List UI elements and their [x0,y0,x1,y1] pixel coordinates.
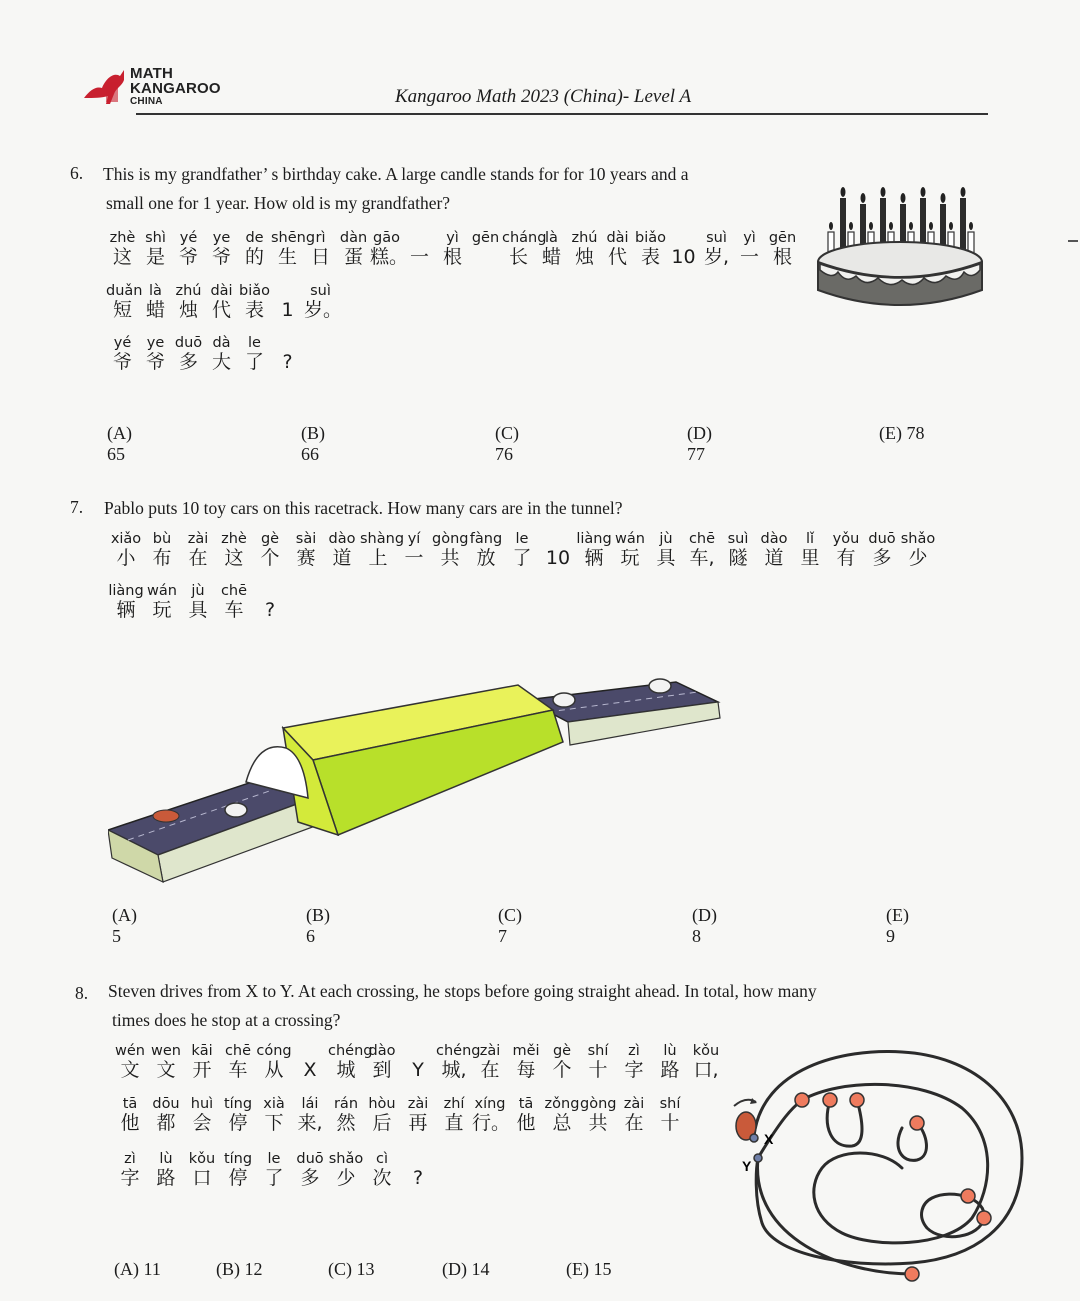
hanzi-token: 玩 [620,547,640,569]
pinyin-token: kǒu [188,1151,216,1167]
q8-zh-line-3 [112,1151,436,1189]
hanzi-token: 共 [440,547,460,569]
candle-flame [929,222,933,230]
pinyin-token: là [149,283,162,299]
candle-flame [921,187,926,197]
candle-flame [829,222,833,230]
hanzi-token: 他 [516,1112,536,1134]
hanzi-token: 隧 [728,547,748,569]
q6-text [103,160,823,218]
pinyin-token: hòu [368,1096,396,1112]
hanzi-row [108,599,288,621]
hanzi-token: 次 [372,1167,392,1189]
candle-flame [869,222,873,230]
pinyin-token: shàng [360,531,405,547]
hanzi-token: 道 [764,547,784,569]
hanzi-token [469,246,502,268]
crossing-marker [910,1116,924,1130]
candle-flame [941,193,946,203]
pinyin-token: suì [310,283,331,299]
hanzi-token: 来, [297,1112,323,1134]
hanzi-token: 停 [228,1167,248,1189]
hanzi-row [112,1167,436,1189]
pinyin-token: lái [301,1096,319,1112]
pinyin-token: zhí [443,1096,465,1112]
pinyin-token: le [267,1151,281,1167]
hanzi-token: 长 [508,246,528,268]
pinyin-token: dà [212,335,231,351]
q7-option-d[interactable]: (D) 8 [692,905,717,946]
hanzi-row [112,1112,688,1134]
pinyin-token [252,583,288,599]
hanzi-token: 然 [336,1112,356,1134]
hanzi-token: 烛 [574,246,594,268]
pinyin-token: zài [407,1096,429,1112]
hanzi-token: 会 [192,1112,212,1134]
q8-text-line-2: times does he stop at a crossing? [112,1010,341,1030]
hanzi-token: 十 [660,1112,680,1134]
pinyin-token: shí [659,1096,681,1112]
pinyin-token: biǎo [635,230,666,246]
candle-flame [861,193,866,203]
q7-option-b[interactable]: (B) 6 [306,905,330,946]
hanzi-token: 从 [264,1059,284,1081]
q6-option-c[interactable]: (C) 76 [495,423,519,464]
pinyin-token: wen [151,1043,181,1059]
pinyin-token: bù [152,531,172,547]
q8-option-b[interactable]: (B) 12 [216,1259,263,1279]
hanzi-token: 道 [332,547,352,569]
hanzi-token: 少 [336,1167,356,1189]
hanzi-token: 路 [660,1059,680,1081]
hanzi-token: 布 [152,547,172,569]
candle-flame [881,187,886,197]
pinyin-token: là [545,230,558,246]
pinyin-token: gēn [471,230,500,246]
pinyin-token: de [245,230,264,246]
pinyin-token: rán [333,1096,359,1112]
header-rule [136,113,988,115]
pinyin-token: dōu [152,1096,180,1112]
pinyin-token: xiǎo [110,531,142,547]
hanzi-token: 蛋 [343,246,363,268]
crossing-marker [905,1267,919,1281]
hanzi-token: 大 [211,351,231,373]
pinyin-token: shǎo [328,1151,364,1167]
pinyin-token: kǒu [692,1043,720,1059]
hanzi-token: 岁。 [304,299,343,321]
pinyin-token: tā [122,1096,138,1112]
pinyin-token: ye [146,335,165,351]
logo-line-1: MATH [130,65,174,82]
hanzi-token: 他 [120,1112,140,1134]
pinyin-token: tíng [223,1096,253,1112]
q6-text-line-2: small one for 1 year. How old is my grandfather? [106,193,451,213]
pinyin-token: rì [315,230,326,246]
pinyin-token: dàn [339,230,368,246]
pinyin-token: tíng [223,1151,253,1167]
pinyin-token: chē [688,531,716,547]
pinyin-row [112,1096,688,1112]
pinyin-token: wén [115,1043,145,1059]
hanzi-token: 口 [192,1167,212,1189]
hanzi-token: 共 [588,1112,608,1134]
pinyin-token: le [248,335,261,351]
pinyin-row [106,230,799,246]
crossing-marker [961,1189,975,1203]
hanzi-token: 爷 [145,351,165,373]
q8-text-line-1: Steven drives from X to Y. At each crossing, he stops before going straight ahead. In total, how many [108,981,817,1001]
q6-number: 6. [70,163,84,183]
pinyin-token: chē [224,1043,252,1059]
pinyin-token: cì [375,1151,388,1167]
hanzi-token: 了 [264,1167,284,1189]
hanzi-token: 具 [656,547,676,569]
pinyin-token: dào [760,531,788,547]
logo-line-2: KANGAROO [130,80,221,97]
pinyin-row [108,531,936,547]
hanzi-token: 爷 [211,246,231,268]
birthday-cake-image [812,180,992,315]
pinyin-token: zì [628,1043,640,1059]
pinyin-row [112,1151,436,1167]
hanzi-token: 了 [244,351,264,373]
hanzi-token: 总 [552,1112,572,1134]
hanzi-token: 生 [277,246,297,268]
pinyin-token: zǒng [544,1096,580,1112]
hanzi-token: 文 [156,1059,176,1081]
q6-zh-line-2 [106,283,343,321]
q8-zh-line-2 [112,1096,688,1134]
q6-zh-line-1 [106,230,799,268]
hanzi-token: 岁, [703,246,730,268]
pinyin-token: shì [145,230,166,246]
hanzi-token: 辆 [116,599,136,621]
logo-wordmark [130,66,221,107]
pinyin-token: gāo [373,230,400,246]
hanzi-token: 直 [444,1112,464,1134]
q8-option-a[interactable]: (A) 11 [114,1259,161,1279]
hanzi-row [108,547,936,569]
hanzi-token: 这 [112,246,132,268]
hanzi-token: 行。 [472,1112,511,1134]
hanzi-token: 里 [800,547,820,569]
hanzi-token: 字 [624,1059,644,1081]
hanzi-token: 10 [671,246,696,268]
pinyin-token [400,1043,436,1059]
hanzi-token: 城 [336,1059,356,1081]
pinyin-token: gòng [580,1096,617,1112]
map-label-x: X [764,1131,774,1147]
hanzi-token: 少 [908,547,928,569]
hanzi-token: 玩 [152,599,172,621]
candle-flame [889,222,893,230]
hanzi-token: 糕。 [370,246,409,268]
hanzi-token: 的 [244,246,264,268]
hanzi-token: 多 [178,351,198,373]
hanzi-token: 蜡 [145,299,165,321]
road-map-image [722,1038,1042,1283]
map-label-y: Y [742,1158,752,1174]
racetrack-tunnel-image [108,670,728,890]
pinyin-token: suì [706,230,727,246]
candle-flame [849,222,853,230]
end-point [754,1154,762,1162]
q7-text-line-1: Pablo puts 10 toy cars on this racetrack. How many cars are in the tunnel? [104,498,623,518]
pinyin-token: yì [446,230,459,246]
candle-flame [909,222,913,230]
hanzi-token: 爷 [112,351,132,373]
q6-text-line-1: This is my grandfather’ s birthday cake. A large candle stands for for 10 years and a [103,164,689,184]
hanzi-token: 短 [112,299,132,321]
q6-option-d[interactable]: (D) 77 [687,423,712,464]
hanzi-token: ? [412,1167,424,1189]
pinyin-token: jù [191,583,205,599]
pinyin-token: duǎn [106,283,143,299]
pinyin-token: shǎo [900,531,936,547]
candle-flame [949,222,953,230]
hanzi-token: 个 [260,547,280,569]
hanzi-token: 代 [607,246,627,268]
candle-flame [961,187,966,197]
hanzi-token: 后 [372,1112,392,1134]
pinyin-token: gè [260,531,280,547]
hanzi-token: 车, [689,547,715,569]
pinyin-token: suì [727,531,749,547]
pinyin-token: yǒu [832,531,860,547]
math-kangaroo-logo [80,64,230,114]
q8-zh-line-1 [112,1043,724,1081]
pinyin-token: měi [512,1043,540,1059]
hanzi-token: 是 [145,246,165,268]
pinyin-token: yí [407,531,421,547]
q8-text [108,977,988,1035]
pinyin-token: chē [220,583,248,599]
crossing-marker [823,1093,837,1107]
q8-number: 8. [75,983,89,1003]
hanzi-token: 烛 [178,299,198,321]
hanzi-row [112,1059,724,1081]
hanzi-token: 个 [552,1059,572,1081]
pinyin-token: zài [479,1043,501,1059]
pinyin-token: zhè [221,531,247,547]
crossing-marker [850,1093,864,1107]
q7-text [104,494,904,523]
hanzi-token: X [303,1059,317,1081]
pinyin-token: wán [615,531,645,547]
pinyin-token: yé [113,335,132,351]
hanzi-row [106,246,799,268]
hanzi-token: 表 [244,299,264,321]
hanzi-token: 一 [404,547,424,569]
pinyin-token: shēng [271,230,316,246]
pinyin-token: lù [663,1043,677,1059]
pinyin-token: biǎo [239,283,270,299]
hanzi-token: 蜡 [541,246,561,268]
hanzi-token: 停 [228,1112,248,1134]
q8-option-d[interactable]: (D) 14 [442,1259,490,1279]
pinyin-token: duō [296,1151,324,1167]
hanzi-token: 小 [116,547,136,569]
q8-option-e[interactable]: (E) 15 [566,1259,612,1279]
hanzi-token: 文 [120,1059,140,1081]
q8-option-c[interactable]: (C) 13 [328,1259,375,1279]
hanzi-token: 都 [156,1112,176,1134]
pinyin-token: zhú [175,283,202,299]
start-point [750,1134,758,1142]
hanzi-token: 爷 [178,246,198,268]
pinyin-token: wán [147,583,177,599]
pinyin-token: zhè [109,230,136,246]
hanzi-token: 了 [512,547,532,569]
pinyin-token: lǐ [805,531,815,547]
hanzi-row [106,351,304,373]
hanzi-token: 一 [739,246,759,268]
pinyin-token: duō [868,531,896,547]
hanzi-token: 根 [772,246,792,268]
pinyin-token: jù [659,531,673,547]
hanzi-token: 上 [368,547,388,569]
hanzi-token: 有 [836,547,856,569]
hanzi-token: ? [264,599,276,621]
margin-mark [1068,240,1078,242]
candle-flame [969,222,973,230]
hanzi-token: 多 [300,1167,320,1189]
pinyin-token: lù [159,1151,173,1167]
pinyin-token: zài [623,1096,645,1112]
pinyin-token [667,230,700,246]
hanzi-token: 到 [372,1059,392,1081]
hanzi-token: 根 [442,246,462,268]
pinyin-row [106,283,337,299]
pinyin-token: tā [518,1096,534,1112]
pinyin-token: dào [368,1043,396,1059]
pinyin-token [400,1151,436,1167]
pinyin-token: cóng [256,1043,292,1059]
hanzi-token: 具 [188,599,208,621]
q7-zh-line-2 [108,583,288,621]
hanzi-token: ? [282,351,293,373]
pinyin-token: dài [606,230,629,246]
q6-option-a[interactable]: (A) 65 [107,423,132,464]
hanzi-token: 路 [156,1167,176,1189]
hanzi-token: Y [412,1059,424,1081]
hanzi-token: 下 [264,1112,284,1134]
candle-flame [901,193,906,203]
pinyin-token: ye [212,230,231,246]
pinyin-token: shí [587,1043,609,1059]
q7-zh-line-1 [108,531,936,569]
q7-number: 7. [70,497,84,517]
pinyin-row [108,583,288,599]
pinyin-token [540,531,576,547]
hanzi-token: 在 [624,1112,644,1134]
pinyin-token: duō [174,335,203,351]
pinyin-token: chéng [328,1043,373,1059]
q7-option-e[interactable]: (E) 9 [886,905,909,946]
crossing-marker [795,1093,809,1107]
pinyin-token: cháng [502,230,547,246]
hanzi-token: 赛 [296,547,316,569]
hanzi-token: 放 [476,547,496,569]
pinyin-row [112,1043,724,1059]
hanzi-token: 字 [120,1167,140,1189]
crossing-marker [977,1211,991,1225]
hanzi-token: 日 [310,246,330,268]
hanzi-token: 这 [224,547,244,569]
pinyin-row [106,335,304,351]
pinyin-token: chéng [436,1043,481,1059]
pinyin-token: zhú [571,230,598,246]
hanzi-token: 车 [228,1059,248,1081]
q6-option-e[interactable]: (E) 78 [879,423,925,443]
hanzi-token: 城, [441,1059,467,1081]
hanzi-token: 每 [516,1059,536,1081]
hanzi-token: 表 [640,246,660,268]
hanzi-row [106,299,343,321]
pinyin-token: zì [124,1151,136,1167]
pinyin-token: liàng [576,531,612,547]
pinyin-token: dào [328,531,356,547]
q7-option-a[interactable]: (A) 5 [112,905,137,946]
hanzi-token: 辆 [584,547,604,569]
pinyin-token: le [515,531,529,547]
candle-flame [841,187,846,197]
pinyin-token [292,1043,328,1059]
pinyin-token: xià [263,1096,285,1112]
hanzi-token: 口, [693,1059,719,1081]
hanzi-token: 开 [192,1059,212,1081]
hanzi-token: 再 [408,1112,428,1134]
pinyin-token: kāi [191,1043,213,1059]
hanzi-token: 车 [224,599,244,621]
q7-option-c[interactable]: (C) 7 [498,905,522,946]
pinyin-token: sài [295,531,317,547]
hanzi-token: 1 [281,299,294,321]
hanzi-token: 一 [409,246,429,268]
pinyin-token: huì [190,1096,214,1112]
pinyin-token [271,335,304,351]
pinyin-token: liàng [108,583,144,599]
pinyin-token: gè [552,1043,572,1059]
pinyin-token: gòng [432,531,469,547]
kangaroo-logo-icon [80,64,128,108]
hanzi-token: 10 [545,547,571,569]
hanzi-token: 十 [588,1059,608,1081]
pinyin-token: fàng [469,531,503,547]
pinyin-token: dài [210,283,233,299]
logo-line-3: CHINA [130,96,163,107]
page-title: Kangaroo Math 2023 (China)- Level A [395,86,692,107]
hanzi-token: 多 [872,547,892,569]
pinyin-token [403,230,436,246]
pinyin-token: gēn [768,230,797,246]
pinyin-token: zài [187,531,209,547]
pinyin-token: yì [743,230,756,246]
pinyin-token: yé [179,230,198,246]
hanzi-token: 在 [188,547,208,569]
hanzi-token: 代 [211,299,231,321]
q6-option-b[interactable]: (B) 66 [301,423,325,464]
pinyin-token: xíng [474,1096,506,1112]
q6-zh-line-3 [106,335,304,373]
pinyin-token [271,283,304,299]
hanzi-token: 在 [480,1059,500,1081]
